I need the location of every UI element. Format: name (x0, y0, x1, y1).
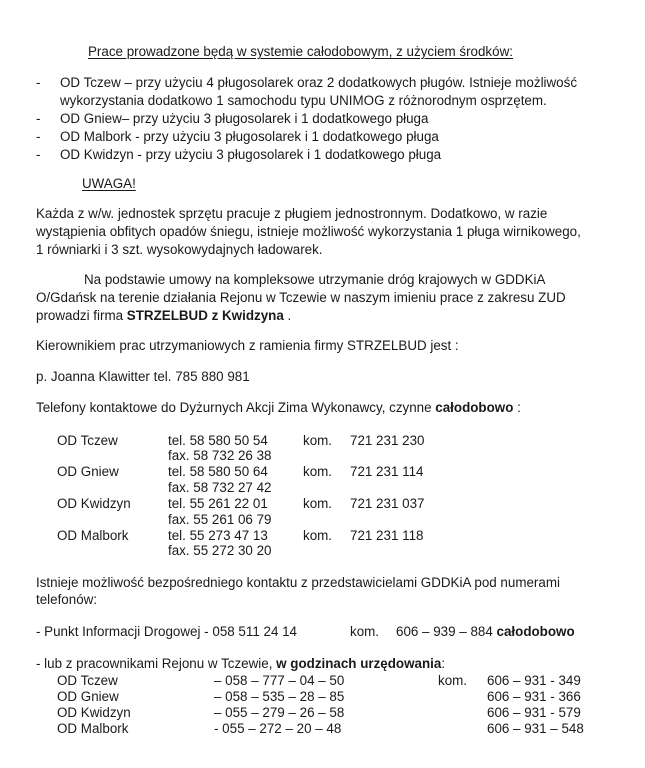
kom-number: 721 231 037 (350, 496, 425, 511)
gddkia-intro: Istnieje możliwość bezpośredniego kontaktu z przedstawicielami GDDKiA pod numerami (36, 575, 560, 590)
fax-number: fax. 58 732 27 42 (168, 480, 272, 495)
contract-text: Na podstawie umowy na kompleksowe utrzymanie dróg krajowych w GDDKiA (84, 272, 546, 287)
tel-number: tel. 58 580 50 64 (168, 464, 268, 479)
warning-title: UWAGA! (82, 176, 136, 191)
fax-number: fax. 58 732 26 38 (168, 448, 272, 463)
kom-label: kom. (303, 528, 333, 543)
road-info-point: - Punkt Informacji Drogowej - 058 511 24 14 (36, 624, 298, 639)
unit-name: OD Gniew (57, 689, 119, 704)
gddkia-intro: telefonów: (36, 592, 98, 607)
tel-number: tel. 58 580 50 54 (168, 433, 268, 448)
fax-number: fax. 55 261 06 79 (168, 512, 272, 527)
kom-number: 606 – 931 - 579 (487, 705, 581, 720)
tel-number: – 055 – 279 – 26 – 58 (214, 705, 345, 720)
kom-number: 606 – 931 - 366 (487, 689, 581, 704)
tel-number: tel. 55 261 22 01 (168, 496, 268, 511)
manager-intro: Kierownikiem prac utrzymaniowych z ramienia firmy STRZELBUD jest : (36, 338, 459, 353)
unit-name: OD Malbork (57, 528, 129, 543)
kom-label: kom. (303, 464, 333, 479)
unit-name: OD Tczew (57, 433, 118, 448)
kom-label: kom. (350, 624, 380, 639)
tel-number: tel. 55 273 47 13 (168, 528, 268, 543)
list-item: OD Kwidzyn - przy użyciu 3 pługosolarek i 1 dodatkowego pługa (60, 147, 442, 162)
list-bullet: - (36, 147, 41, 162)
manager-contact: p. Joanna Klawitter tel. 785 880 981 (36, 369, 250, 384)
list-bullet: - (36, 129, 41, 144)
warning-text: Każda z w/w. jednostek sprzętu pracuje z pługiem jednostronnym. Dodatkowo, w razie (36, 206, 548, 221)
list-item: OD Malbork - przy użyciu 3 pługosolarek i 1 dodatkowego pługa (60, 129, 439, 144)
kom-number: 606 – 931 – 548 (487, 721, 584, 736)
unit-name: OD Kwidzyn (57, 705, 131, 720)
list-bullet: - (36, 111, 41, 126)
kom-label: kom. (438, 673, 468, 688)
contract-text: prowadzi firma STRZELBUD z Kwidzyna . (36, 308, 292, 323)
road-info-kom: 606 – 939 – 884 całodobowo (396, 624, 575, 639)
list-item: OD Tczew – przy użyciu 4 pługosolarek oraz 2 dodatkowych pługów. Istnieje możliwość (60, 75, 578, 90)
fax-number: fax. 55 272 30 20 (168, 543, 272, 558)
kom-number: 606 – 931 - 349 (487, 673, 581, 688)
rejon-intro: - lub z pracownikami Rejonu w Tczewie, w godzinach urzędowania: (36, 656, 446, 671)
unit-name: OD Kwidzyn (57, 496, 131, 511)
list-item: OD Gniew– przy użyciu 3 pługosolarek i 1 dodatkowego pługa (60, 111, 429, 126)
warning-text: 1 równiarki i 3 szt. wysokowydajnych ładowarek. (36, 242, 323, 257)
section-heading: Prace prowadzone będą w systemie całodobowym, z użyciem środków: (88, 44, 513, 59)
tel-number: – 058 – 777 – 04 – 50 (214, 673, 345, 688)
contract-text: O/Gdańsk na terenie działania Rejonu w Tczewie w naszym imieniu prace z zakresu ZUD (36, 290, 566, 305)
kom-label: kom. (303, 496, 333, 511)
kom-number: 721 231 118 (350, 528, 424, 543)
unit-name: OD Malbork (57, 721, 129, 736)
tel-number: - 055 – 272 – 20 – 48 (214, 721, 342, 736)
kom-number: 721 231 114 (350, 464, 424, 479)
list-bullet: - (36, 75, 41, 90)
duty-phones-intro: Telefony kontaktowe do Dyżurnych Akcji Zima Wykonawcy, czynne całodobowo : (36, 400, 521, 415)
unit-name: OD Tczew (57, 673, 118, 688)
unit-name: OD Gniew (57, 464, 119, 479)
contractor-name: STRZELBUD z Kwidzyna (126, 308, 284, 323)
list-item-continuation: wykorzystania dodatkowo 1 samochodu typu UNIMOG z różnorodnym osprzętem. (60, 93, 547, 108)
kom-number: 721 231 230 (350, 433, 425, 448)
kom-label: kom. (303, 433, 333, 448)
warning-text: wystąpienia obfitych opadów śniegu, istnieje możliwość wykorzystania 1 pługa wirnikowego, (36, 224, 581, 239)
tel-number: – 058 – 535 – 28 – 85 (214, 689, 345, 704)
